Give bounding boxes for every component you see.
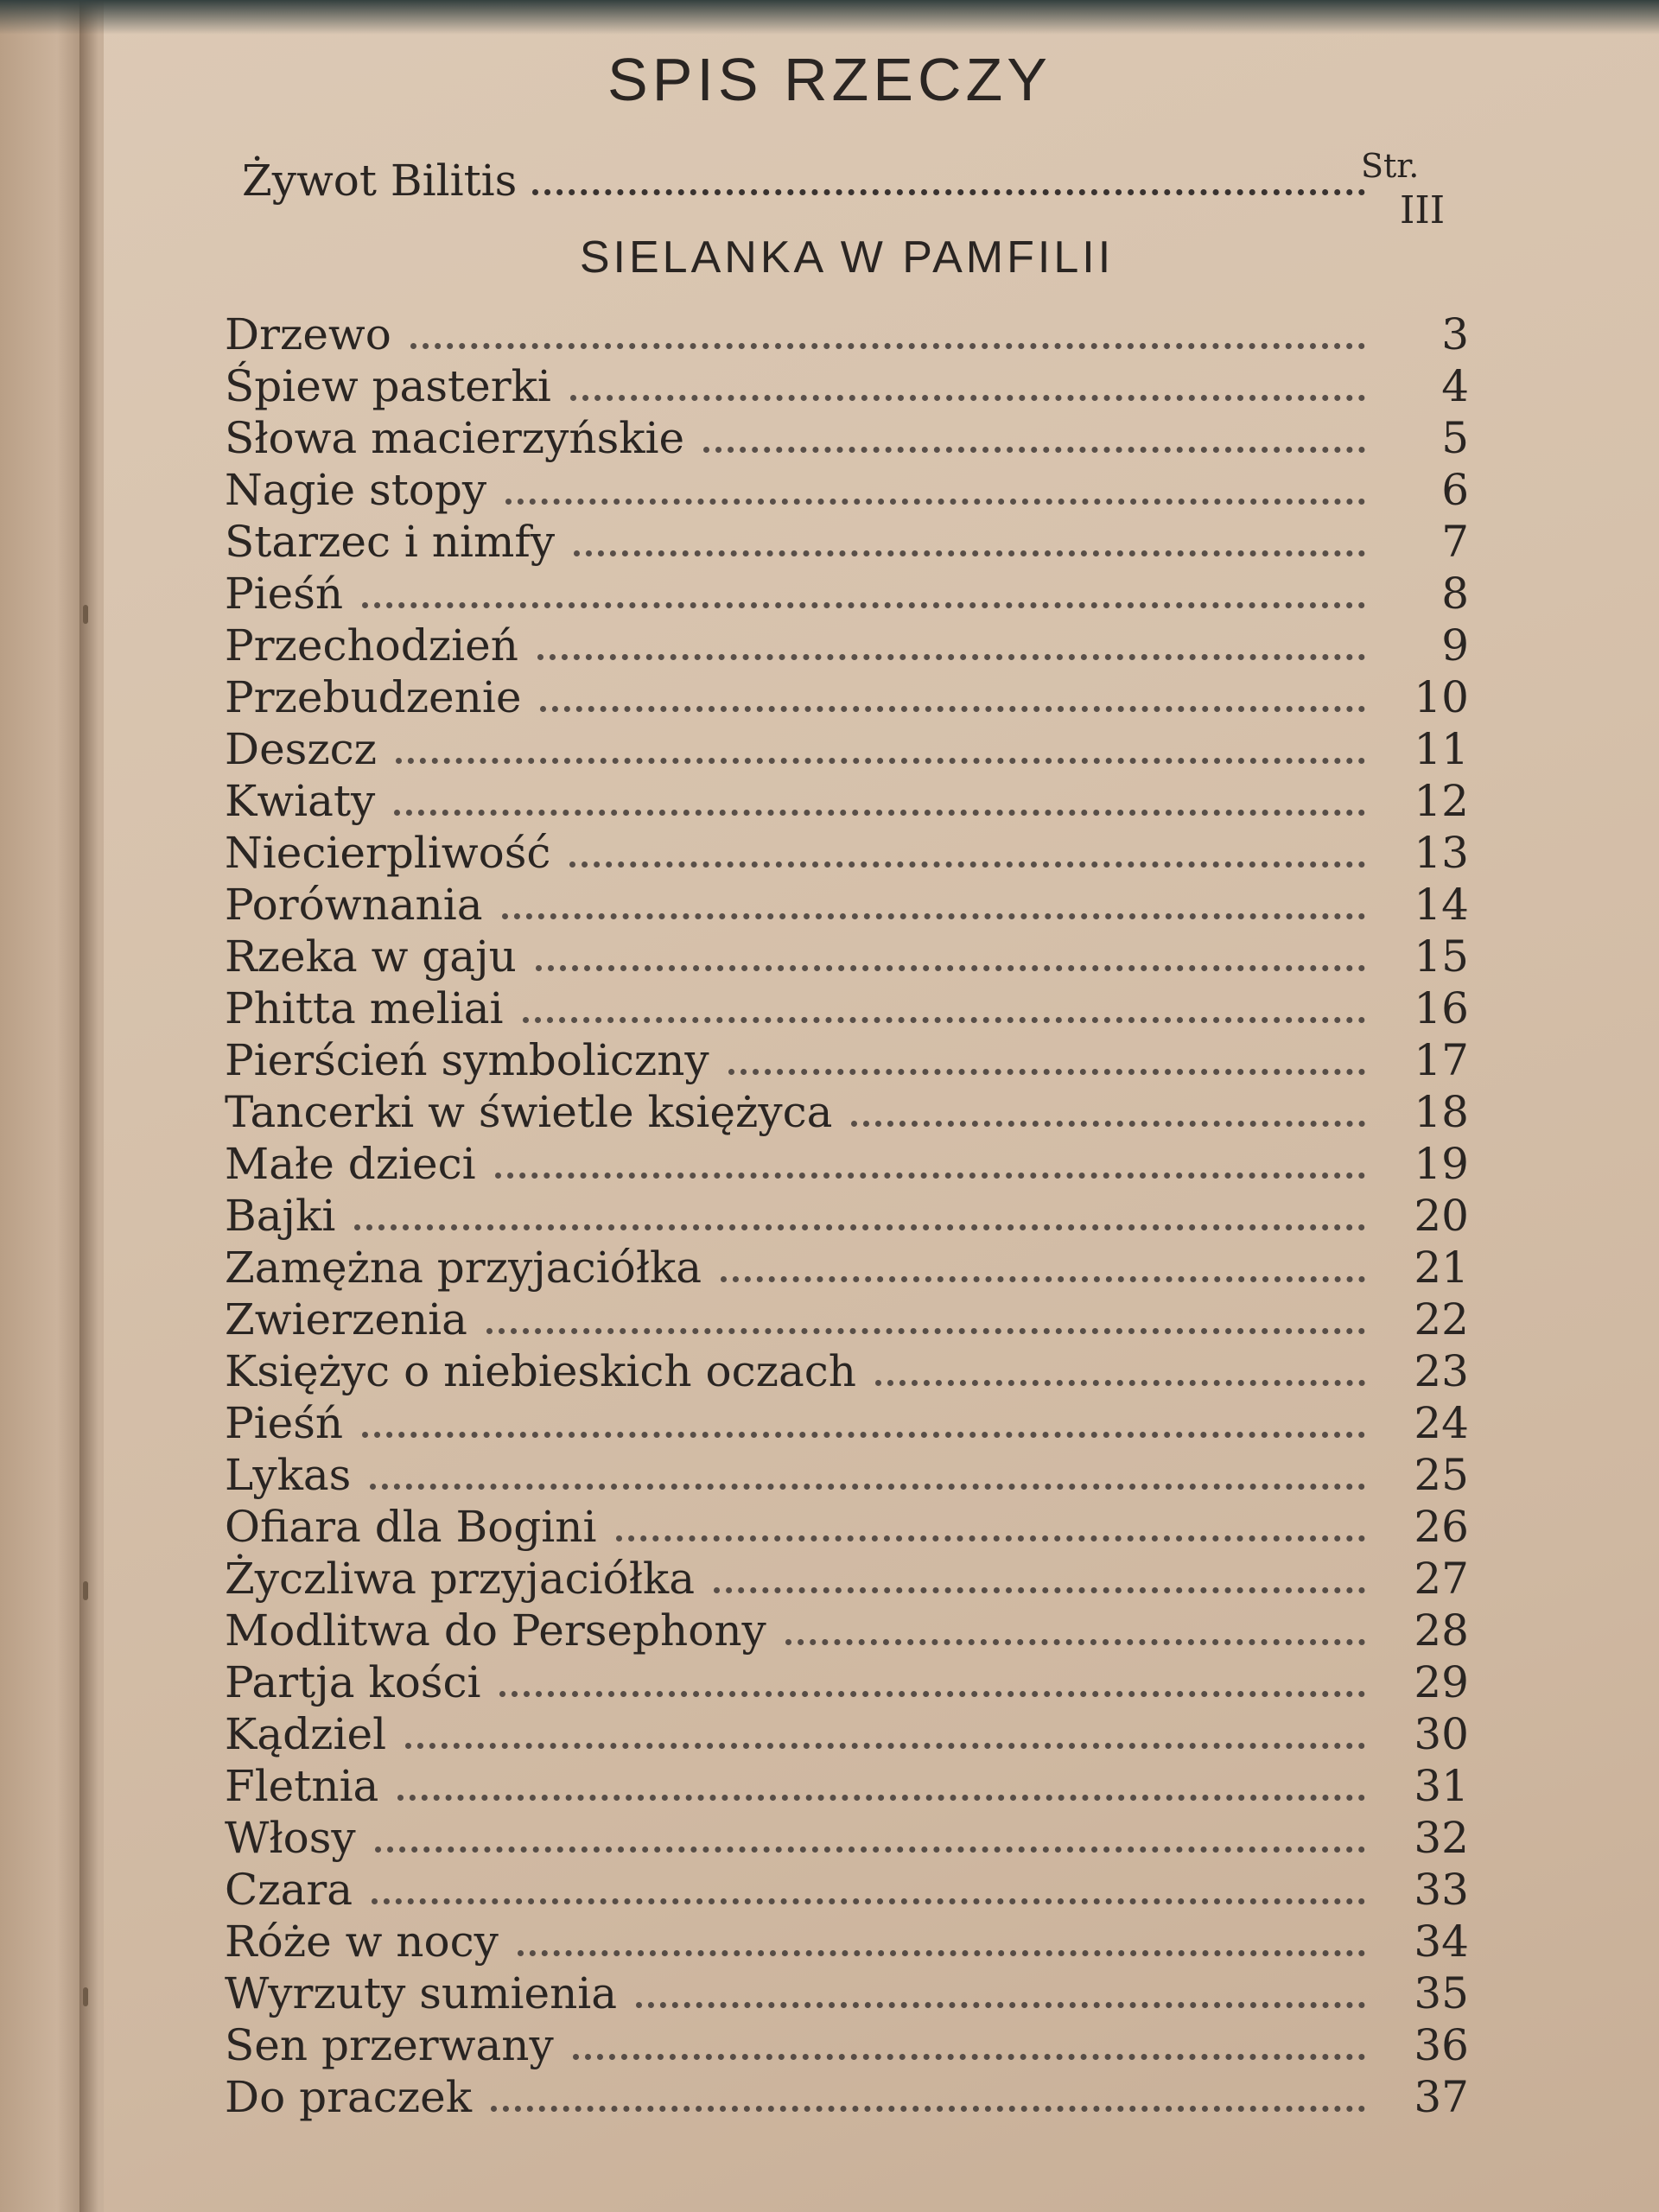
leader-dots	[362, 1432, 1365, 1438]
binding-stitch	[83, 1581, 88, 1600]
leader-dots	[703, 447, 1365, 453]
leader-dots	[540, 706, 1365, 712]
entry-title: Małe dzieci	[225, 1139, 476, 1189]
toc-entry	[225, 1554, 1469, 1605]
toc-entry	[225, 517, 1469, 569]
entry-page-number: 3	[1441, 309, 1469, 359]
leader-dots	[537, 654, 1365, 660]
entry-page-number: 11	[1414, 724, 1469, 774]
leader-dots	[714, 1587, 1365, 1593]
leader-dots	[570, 395, 1365, 401]
toc-entry	[225, 1709, 1469, 1761]
toc-entry	[225, 1139, 1469, 1191]
entry-title: Włosy	[225, 1813, 356, 1863]
toc-entry	[225, 1087, 1469, 1139]
entry-page-number: 37	[1414, 2072, 1469, 2122]
toc-entry	[225, 1968, 1469, 2020]
entry-page-number: 12	[1414, 776, 1469, 826]
leader-dots	[573, 2054, 1365, 2060]
entry-title: Deszcz	[225, 724, 378, 774]
front-entry	[242, 156, 1365, 206]
toc-entry	[225, 1657, 1469, 1709]
entry-title: Starzec i nimfy	[225, 517, 556, 567]
entry-title: Róże w nocy	[225, 1916, 499, 1967]
entry-page-number: 33	[1414, 1865, 1469, 1915]
entry-title: Księżyc o niebieskich oczach	[225, 1346, 856, 1396]
entry-page-number: 15	[1414, 931, 1469, 982]
leader-dots	[486, 1328, 1365, 1334]
entry-page-number: 31	[1414, 1761, 1469, 1811]
entry-page-number: 6	[1441, 465, 1469, 515]
entry-title: Wyrzuty sumienia	[225, 1968, 618, 2018]
toc-entry	[225, 931, 1469, 983]
entry-title: Pierścień symboliczny	[225, 1035, 709, 1085]
leader-dots	[728, 1069, 1365, 1075]
leader-dots	[569, 861, 1365, 868]
leader-dots	[851, 1121, 1365, 1127]
entry-page-number: 24	[1414, 1398, 1469, 1448]
toc-entry	[225, 1398, 1469, 1450]
toc-entry	[225, 1346, 1469, 1398]
binding-stitch	[83, 605, 88, 624]
page-title: SPIS RZECZY	[607, 46, 1052, 113]
leader-dots	[785, 1639, 1365, 1645]
toc-entry	[225, 1813, 1469, 1865]
toc-entry	[225, 620, 1469, 672]
entry-page-number: 17	[1414, 1035, 1469, 1085]
entry-page-number: 22	[1414, 1294, 1469, 1344]
entry-page-number: 5	[1441, 413, 1469, 463]
entry-title: Przebudzenie	[225, 672, 522, 722]
entry-page-number: 7	[1441, 517, 1469, 567]
toc-entry	[225, 1450, 1469, 1502]
entry-page-number: 16	[1414, 983, 1469, 1033]
entry-page-number: 14	[1414, 880, 1469, 930]
leader-dots	[505, 499, 1365, 505]
toc-entry	[225, 1865, 1469, 1916]
front-entry-title: Żywot Bilitis	[242, 156, 518, 206]
entry-page-number: 29	[1414, 1657, 1469, 1707]
entry-title: Partja kości	[225, 1657, 481, 1707]
entry-page-number: 35	[1414, 1968, 1469, 2018]
toc-entry	[225, 1502, 1469, 1554]
entry-page-number: 21	[1414, 1243, 1469, 1293]
entry-title: Zamężna przyjaciółka	[225, 1243, 702, 1293]
entry-page-number: 27	[1414, 1554, 1469, 1604]
entry-title: Porównania	[225, 880, 483, 930]
entry-title: Kwiaty	[225, 776, 376, 826]
leader-dots	[721, 1276, 1365, 1282]
entry-page-number: 13	[1414, 828, 1469, 878]
toc-entry	[225, 1035, 1469, 1087]
entry-title: Przechodzień	[225, 620, 518, 671]
leader-dots	[397, 1795, 1365, 1801]
entry-title: Czara	[225, 1865, 353, 1915]
entry-title: Modlitwa do Persephony	[225, 1605, 766, 1656]
entry-page-number: 4	[1441, 361, 1469, 411]
leader-dots	[375, 1847, 1365, 1853]
leader-dots	[396, 758, 1365, 764]
entry-title: Lykas	[225, 1450, 352, 1500]
entry-page-number: 18	[1414, 1087, 1469, 1137]
entry-title: Nagie stopy	[225, 465, 487, 515]
entry-title: Sen przerwany	[225, 2020, 554, 2070]
entry-page-number: 9	[1441, 620, 1469, 671]
toc-entry	[225, 1605, 1469, 1657]
toc-entry	[225, 880, 1469, 931]
entry-title: Bajki	[225, 1191, 336, 1241]
entry-page-number: 8	[1441, 569, 1469, 619]
entry-title: Śpiew pasterki	[225, 361, 551, 411]
entry-page-number: 19	[1414, 1139, 1469, 1189]
toc-entry	[225, 1191, 1469, 1243]
entry-page-number: 26	[1414, 1502, 1469, 1552]
toc-entry	[225, 1294, 1469, 1346]
leader-dots	[616, 1535, 1366, 1541]
toc-entry	[225, 413, 1469, 465]
toc-entry	[225, 1916, 1469, 1968]
entry-page-number: 36	[1414, 2020, 1469, 2070]
toc-entry	[225, 776, 1469, 828]
toc-entry	[225, 2072, 1469, 2124]
entry-page-number: 10	[1414, 672, 1469, 722]
leader-dots	[875, 1380, 1365, 1386]
entry-title: Ofiara dla Bogini	[225, 1502, 597, 1552]
entry-title: Kądziel	[225, 1709, 387, 1759]
entry-page-number: 25	[1414, 1450, 1469, 1500]
page-column-label: Str.	[1361, 147, 1420, 185]
leader-dots	[491, 2106, 1365, 2112]
section-heading: SIELANKA W PAMFILII	[579, 232, 1115, 283]
toc-entry	[225, 1761, 1469, 1813]
binding-stitch	[83, 1987, 88, 2006]
leader-dots	[518, 1950, 1365, 1956]
toc-entry	[225, 2020, 1469, 2072]
entry-title: Niecierpliwość	[225, 828, 551, 878]
entry-title: Drzewo	[225, 309, 391, 359]
entry-page-number: 28	[1414, 1605, 1469, 1656]
entry-title: Słowa macierzyńskie	[225, 413, 685, 463]
toc-entry	[225, 309, 1469, 361]
entry-title: Zwierzenia	[225, 1294, 467, 1344]
contents-list	[225, 309, 1469, 2124]
leader-dots	[536, 965, 1365, 971]
entry-page-number: 20	[1414, 1191, 1469, 1241]
leader-dots	[532, 189, 1365, 195]
leader-dots	[362, 602, 1365, 608]
entry-title: Fletnia	[225, 1761, 379, 1811]
toc-entry	[225, 672, 1469, 724]
leader-dots	[502, 913, 1365, 919]
entry-page-number: 32	[1414, 1813, 1469, 1863]
toc-entry	[225, 361, 1469, 413]
toc-entry	[225, 1243, 1469, 1294]
entry-page-number: 30	[1414, 1709, 1469, 1759]
book-gutter	[79, 0, 104, 2212]
leader-dots	[495, 1173, 1365, 1179]
leader-dots	[372, 1898, 1365, 1904]
leader-dots	[574, 550, 1365, 556]
leader-dots	[405, 1743, 1365, 1749]
front-entry-page: III	[1400, 188, 1446, 232]
leader-dots	[354, 1224, 1365, 1230]
entry-page-number: 34	[1414, 1916, 1469, 1967]
entry-title: Pieśń	[225, 569, 344, 619]
cover-shadow	[0, 0, 1659, 35]
entry-title: Pieśń	[225, 1398, 344, 1448]
toc-entry	[225, 828, 1469, 880]
entry-title: Do praczek	[225, 2072, 473, 2122]
leader-dots	[636, 2002, 1365, 2008]
toc-entry	[225, 569, 1469, 620]
leader-dots	[410, 343, 1365, 349]
entry-title: Tancerki w świetle księżyca	[225, 1087, 833, 1137]
leader-dots	[523, 1017, 1365, 1023]
entry-title: Phitta meliai	[225, 983, 504, 1033]
toc-entry	[225, 983, 1469, 1035]
leader-dots	[370, 1484, 1365, 1490]
leader-dots	[499, 1691, 1365, 1697]
toc-entry	[225, 724, 1469, 776]
entry-page-number: 23	[1414, 1346, 1469, 1396]
entry-title: Rzeka w gaju	[225, 931, 517, 982]
leader-dots	[394, 810, 1365, 816]
toc-entry	[225, 465, 1469, 517]
entry-title: Życzliwa przyjaciółka	[225, 1554, 696, 1604]
